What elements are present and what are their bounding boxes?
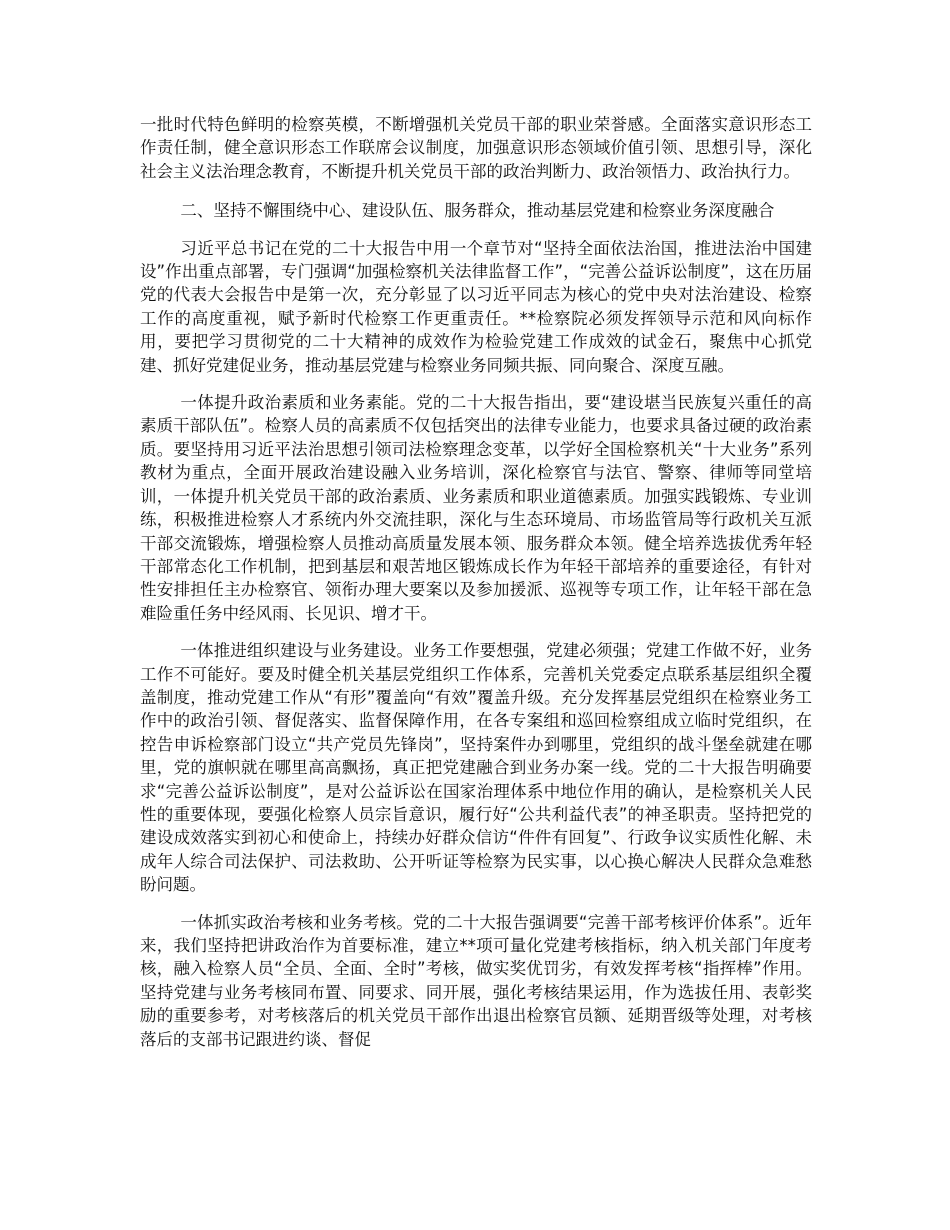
paragraph-assessment: 一体抓实政治考核和业务考核。党的二十大报告强调要“完善干部考核评价体系”。近年来，我们坚持把讲政治作为首要标准，建立**项可量化党建考核指标，纳入机关部门年度考核，融入检察人员“全员、全面、全时”考核，做实奖优罚劣，有效发挥考核“指挥棒”作用。坚持党建与业务考核同布置、同要求、同开展，强化考核结果运用，作为选拔任用、表彰奖励的重要参考，对考核落后的机关党员干部作出退出检察官员额、延期晋级等处理，对考核落后的支部书记跟进约谈、督促 (140, 912, 812, 1049)
paragraph-twentieth-congress: 习近平总书记在党的二十大报告中用一个章节对“坚持全面依法治国，推进法治中国建设”作出重点部署，专门强调“加强检察机关法律监督工作”，“完善公益诉讼制度”，这在历届党的代表大会报告中是第一次，充分彰显了以习近平同志为核心的党中央对法治建设、检察工作的高度重视，赋予新时代检察工作更重责任。**检察院必须发挥领导示范和风向标作用，要把学习贯彻党的二十大精神的成效作为检验党建工作成效的试金石，聚焦中心抓党建、抓好党建促业务，推动基层党建与检察业务同频共振、同向聚合、深度互融。 (140, 238, 812, 375)
paragraph-organization-building: 一体推进组织建设与业务建设。业务工作要想强，党建必须强；党建工作做不好，业务工作不可能好。要及时健全机关基层党组织工作体系，完善机关党委定点联系基层组织全覆盖制度，推动党建工作从“有形”覆盖向“有效”覆盖升级。充分发挥基层党组织在检察业务工作中的政治引领、督促落实、监督保障作用，在各专案组和巡回检察组成立临时党组织，在控告申诉检察部门设立“共产党员先锋岗”，坚持案件办到哪里，党组织的战斗堡垒就建在哪里，党的旗帜就在哪里高高飘扬，真正把党建融合到业务办案一线。党的二十大报告明确要求“完善公益诉讼制度”，是对公益诉讼在国家治理体系中地位作用的确认，是检察机关人民性的重要体现，要强化检察人员宗旨意识，履行好“公共利益代表”的神圣职责。坚持把党的建设成效落实到初心和使命上，持续办好群众信访“件件有回复”、行政争议实质性化解、未成年人综合司法保护、司法救助、公开听证等检察为民实事，以心换心解决人民群众急难愁盼问题。 (140, 641, 812, 895)
paragraph-political-quality: 一体提升政治素质和业务素能。党的二十大报告指出，要“建设堪当民族复兴重任的高素质干部队伍”。检察人员的高素质不仅包括突出的法律专业能力，也要求具备过硬的政治素质。要坚持用习近平法治思想引领司法检察理念变革，以学好全国检察机关“十大业务”系列教材为重点，全面开展政治建设融入业务培训，深化检察官与法官、警察、律师等同堂培训，一体提升机关党员干部的政治素质、业务素质和职业道德素质。加强实践锻炼、专业训练，积极推进检察人才系统内外交流挂职，深化与生态环境局、市场监管局等行政机关互派干部交流锻炼，增强检察人员推动高质量发展本领、服务群众本领。健全培养选拔优秀年轻干部常态化工作机制，把到基层和艰苦地区锻炼成长作为年轻干部培养的重要途径，有针对性安排担任主办检察官、领衔办理大要案以及参加援派、巡视等专项工作，让年轻干部在急难险重任务中经风雨、长见识、增才干。 (140, 393, 812, 623)
paragraph-ideology-continuation: 一批时代特色鲜明的检察英模，不断增强机关党员干部的职业荣誉感。全面落实意识形态工作责任制，健全意识形态工作联席会议制度，加强意识形态领域价值引领、思想引导，深化社会主义法治理念教育，不断提升机关党员干部的政治判断力、政治领悟力、政治执行力。 (140, 115, 812, 181)
section-heading-two: 二、坚持不懈围绕中心、建设队伍、服务群众，推动基层党建和检察业务深度融合 (180, 201, 775, 221)
document-body (140, 113, 812, 1065)
